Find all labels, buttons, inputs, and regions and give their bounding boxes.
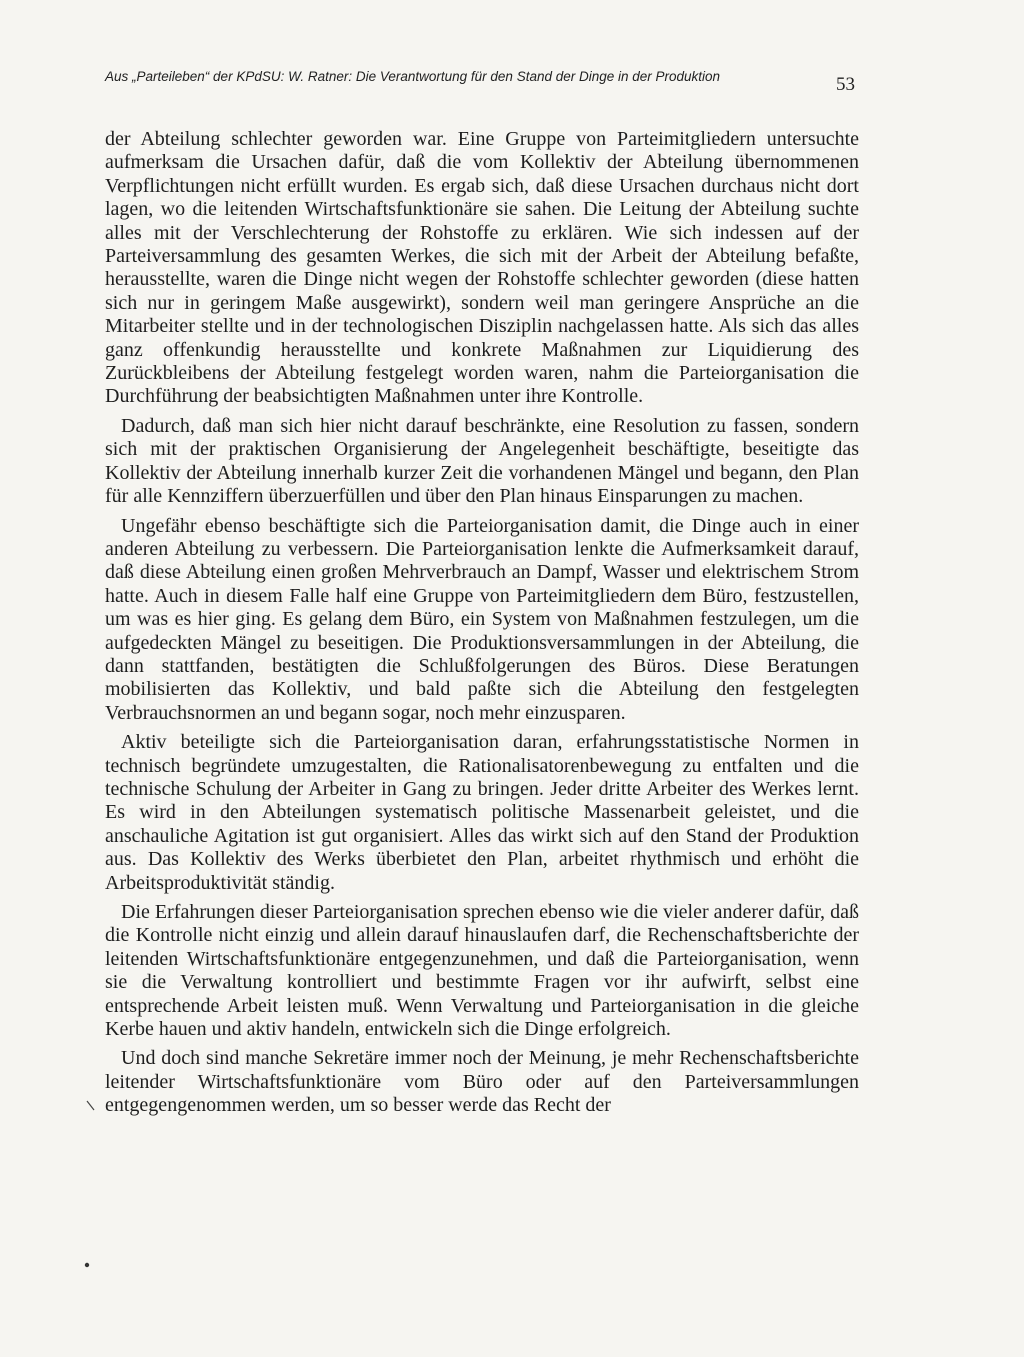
body-text — [105, 128, 859, 1124]
paragraph-4: Aktiv beteiligte sich die Parteiorganisation daran, erfahrungsstatistische Normen in technisch begründete umzugestalten, die Rationalisatorenbewegung zu entfalten und die technische Schulung der Arbeiter in Gang zu bringen. Jeder dritte Arbeiter des Werkes lernt. Es wird in den Abteilungen systematisch politische Massenarbeit geleistet, und die anschauliche Agitation ist gut organisiert. Alles das wirkt sich auf den Stand der Produktion aus. Das Kollektiv des Werks überbietet den Plan, arbeitet rhythmisch und erhöht die Arbeitsproduktivität ständig. — [105, 731, 859, 894]
paragraph-5: Die Erfahrungen dieser Parteiorganisation sprechen ebenso wie die vieler anderer dafür, daß die Kontrolle nicht einzig und allein darauf hinauslaufen darf, die Rechenschaftsberichte der leitenden Wirtschaftsfunktionäre entgegenzunehmen, und daß die Parteiorganisation, wenn sie die Verwaltung kontrolliert und bestimmte Fragen vor ihr aufwirft, selbst eine entsprechende Arbeit leisten muß. Wenn Verwaltung und Parteiorganisation in die gleiche Kerbe hauen und aktiv handeln, entwickeln sich die Dinge erfolgreich. — [105, 901, 859, 1041]
margin-dot — [84, 1262, 90, 1268]
page-number: 53 — [836, 74, 855, 95]
paragraph-6: Und doch sind manche Sekretäre immer noch der Meinung, je mehr Rechenschaftsberichte leitender Wirtschaftsfunktionäre vom Büro oder auf den Parteiversammlungen entgegengenommen werden, um so besser werde das Recht der — [105, 1047, 859, 1117]
paragraph-3: Ungefähr ebenso beschäftigte sich die Parteiorganisation damit, die Dinge auch in einer anderen Abteilung zu verbessern. Die Parteiorganisation lenkte die Aufmerksamkeit darauf, daß diese Abteilung einen großen Mehrverbrauch an Dampf, Wasser und elektrischem Strom hatte. Auch in diesem Falle half eine Gruppe von Parteimitgliedern dem Büro, festzustellen, um was es hier ging. Es gelang dem Büro, ein System von Maßnahmen festzulegen, um die aufgedeckten Mängel zu beseitigen. Die Produktionsversammlungen in der Abteilung, die dann stattfanden, bestätigten die Schlußfolgerungen des Büros. Diese Beratungen mobilisierten das Kollektiv, und bald paßte sich die Abteilung den festgelegten Verbrauchsnormen an und begann sogar, noch mehr einzusparen. — [105, 514, 859, 724]
running-header: Aus „Parteileben“ der KPdSU: W. Ratner: Die Verantwortung für den Stand der Dinge in der Produktion — [105, 69, 721, 84]
paragraph-1: der Abteilung schlechter geworden war. Eine Gruppe von Parteimitgliedern untersuchte aufmerksam die Ursachen dafür, daß die vom Kollektiv der Abteilung übernommenen Verpflichtungen nicht erfüllt wurden. Es ergab sich, daß diese Ursachen durchaus nicht dort lagen, wo die leitenden Wirtschaftsfunktionäre sie sahen. Die Leitung der Abteilung suchte alles mit der Verschlechterung der Rohstoffe zu erklären. Wie sich indessen auf der Parteiversammlung des gesamten Werkes, die sich mit der Arbeit der Abteilung befaßte, herausstellte, waren die Dinge nicht wegen der Rohstoffe schlechter geworden (diese hatten sich nur in geringem Maße ausgewirkt), sondern weil man geringere Ansprüche an die Mitarbeiter stellte und in der technologischen Disziplin nachgelassen hatte. Als sich das alles ganz offenkundig herausstellte und konkrete Maßnahmen zur Liquidierung des Zurückbleibens der Abteilung festgelegt worden waren, nahm die Parteiorganisation die Durchführung der beabsichtigten Maßnahmen unter ihre Kontrolle. — [105, 128, 859, 408]
margin-mark — [86, 1100, 96, 1112]
paragraph-2: Dadurch, daß man sich hier nicht darauf beschränkte, eine Resolution zu fassen, sondern sich mit der praktischen Organisierung der Angelegenheit beschäftigte, beseitigte das Kollektiv der Abteilung innerhalb kurzer Zeit die vorhandenen Mängel und begann, den Plan für alle Kennziffern überzuerfüllen und über den Plan hinaus Einsparungen zu machen. — [105, 414, 859, 508]
